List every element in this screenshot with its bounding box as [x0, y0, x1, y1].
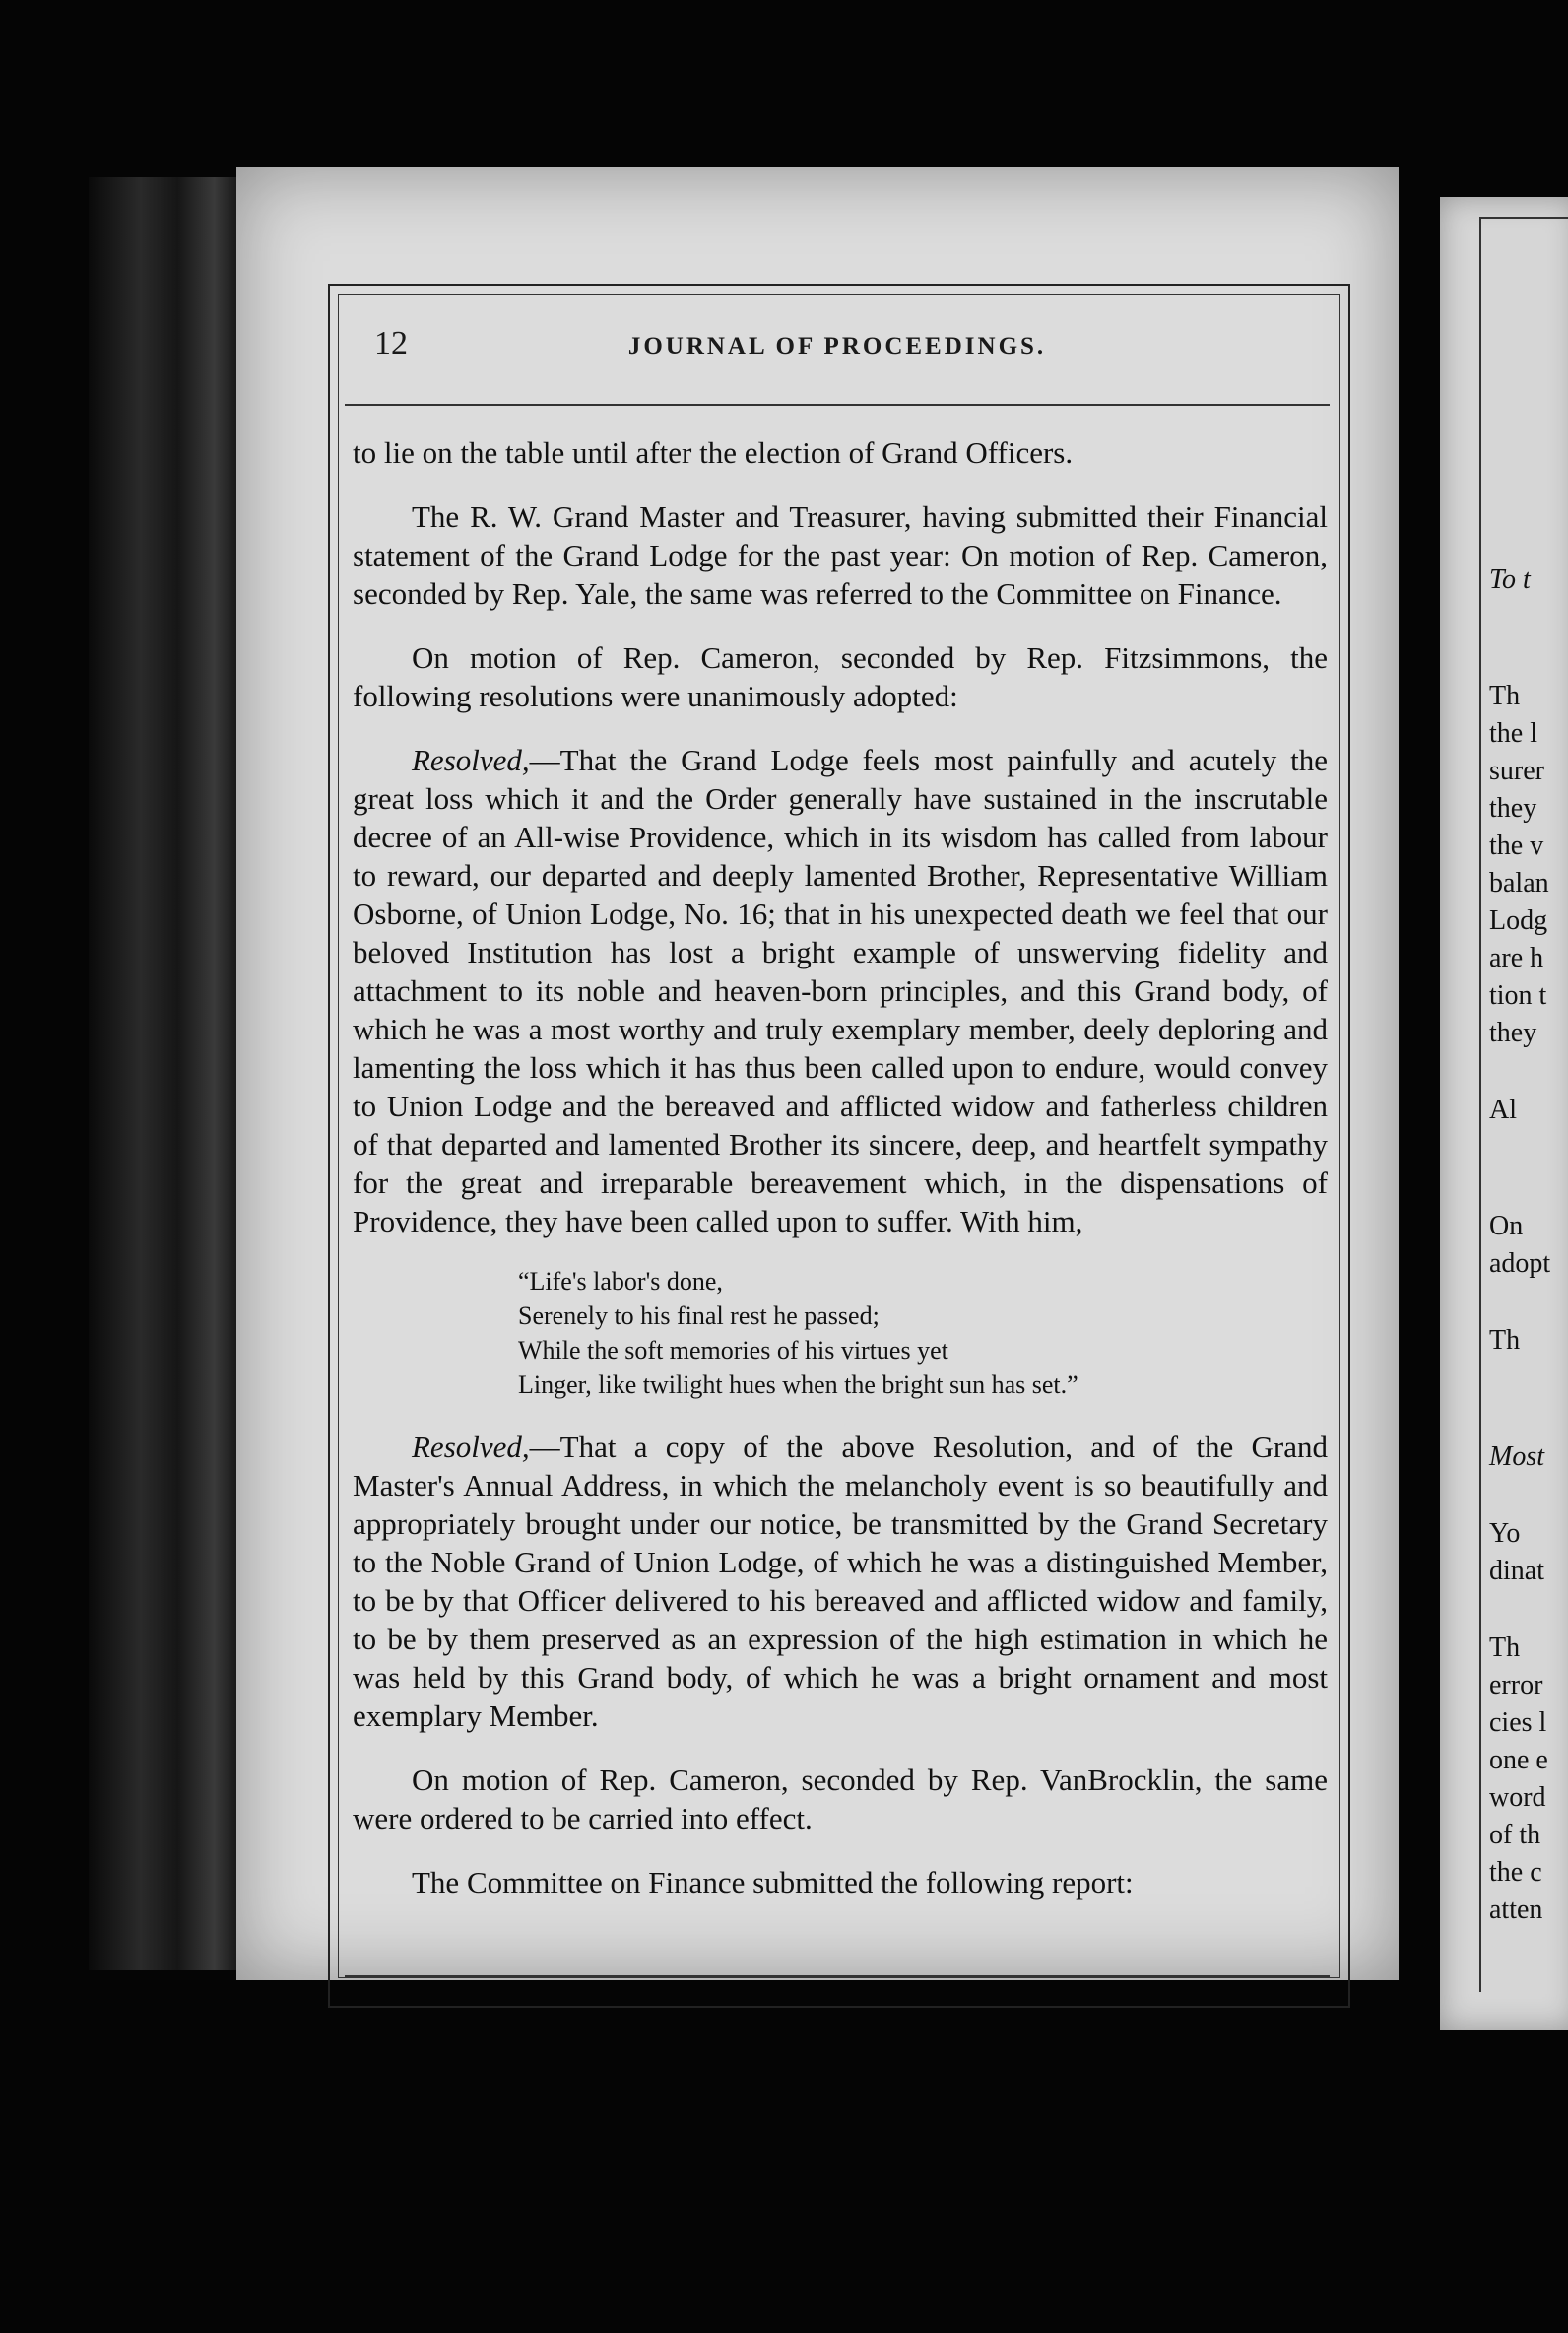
- paragraph-first-resolution: [353, 741, 1328, 1240]
- adjacent-page-fragment: adopt: [1489, 1248, 1551, 1279]
- resolution-text: —That a copy of the above Resolution, and of the Grand Master's Annual Address, in which the melancholy event is so beautifully and appropriately brought under our notice, be transmitted by the Grand Secretary to the Noble Grand of Union Lodge, of which he was a distinguished Member, to be by that Officer delivered to his bereaved and afflicted widow and family, to be by them preserved as an expression of the high estimation in which he was held by this Grand body, of which he was a bright ornament and most exemplary Member.: [353, 1430, 1328, 1733]
- adjacent-page-fragment: the c: [1489, 1857, 1542, 1888]
- adjacent-page-fragment: error: [1489, 1670, 1543, 1700]
- adjacent-page-fragment: tion t: [1489, 980, 1547, 1011]
- page-body: [353, 433, 1328, 1901]
- paragraph-motion-carried: On motion of Rep. Cameron, seconded by Rep. VanBrocklin, the same were ordered to be carried into effect.: [353, 1763, 1328, 1835]
- adjacent-page-fragment: Al: [1489, 1095, 1517, 1125]
- spacer: [1489, 1168, 1568, 1208]
- verse-line: Linger, like twilight hues when the bright sun has set.”: [518, 1370, 1078, 1399]
- adjacent-page-fragment: To t: [1489, 565, 1531, 595]
- book-spine: [89, 177, 236, 1970]
- adjacent-page-fragment: surer: [1489, 756, 1544, 786]
- resolution-text: —That the Grand Lodge feels most painfully and acutely the great loss which it and the Order generally have sustained in the inscrutable decree of an All-wise Providence, which in its wisdom has called from labour to reward, our departed and deeply lamented Brother, Representative William Osborne, of Union Lodge, No. 16; that in his unexpected death we feel that our beloved Institution has lost a bright example of unswerving fidelity and attachment to its noble and heaven-born principles, and this Grand body, of which he was a most worthy and truly exemplary member, deely deploring and lamenting the loss which it has thus been called upon to endure, would convey to Union Lodge and the bereaved and afflicted widow and fatherless children of that departed and lamented Brother its sincere, deep, and heartfelt sympathy for the great and irreparable bereavement which, in the dispensations of Providence, they have been called upon to suffer. With him,: [353, 743, 1328, 1238]
- book-page: [236, 167, 1399, 1980]
- spacer: [1489, 1476, 1568, 1515]
- paragraph-second-resolution: [353, 1428, 1328, 1735]
- adjacent-page-fragment: atten: [1489, 1895, 1543, 1925]
- adjacent-page-fragment: are h: [1489, 943, 1544, 973]
- paragraph-continuation: to lie on the table until after the election of Grand Officers.: [353, 435, 1074, 470]
- adjacent-page-fragment: Most: [1489, 1441, 1544, 1472]
- adjacent-page-fragment: one e: [1489, 1745, 1548, 1775]
- verse-line: Serenely to his final rest he passed;: [518, 1301, 880, 1330]
- adjacent-page-fragment: the v: [1489, 831, 1544, 861]
- running-head: JOURNAL OF PROCEEDINGS.: [627, 333, 1047, 360]
- adjacent-page-fragment: of th: [1489, 1820, 1541, 1850]
- paragraph-finance-report: The Committee on Finance submitted the following report:: [412, 1865, 1134, 1900]
- adjacent-page-fragment: Th: [1489, 681, 1521, 711]
- paragraph-motion-resolutions: On motion of Rep. Cameron, seconded by Rep. Fitzsimmons, the following resolutions were unanimously adopted:: [353, 640, 1328, 713]
- adjacent-page-fragment: dinat: [1489, 1556, 1544, 1586]
- spacer: [1489, 638, 1568, 678]
- spacer: [1489, 1129, 1568, 1168]
- adjacent-page-fragment: balan: [1489, 868, 1549, 899]
- verse-line: “Life's labor's done,: [518, 1267, 723, 1296]
- adjacent-page-fragment: word: [1489, 1782, 1546, 1813]
- spacer: [1489, 599, 1568, 638]
- resolved-lead: Resolved,: [412, 1430, 530, 1464]
- adjacent-page-fragment: Lodg: [1489, 905, 1548, 936]
- adjacent-page-fragment: Th: [1489, 1325, 1521, 1356]
- adjacent-page-fragment: the l: [1489, 718, 1537, 749]
- spacer: [1489, 1399, 1568, 1438]
- bottom-rule: [345, 1975, 1330, 1977]
- adjacent-page: [1440, 197, 1568, 2030]
- spacer: [1489, 1360, 1568, 1399]
- adjacent-page-fragment: they: [1489, 793, 1537, 824]
- paragraph-financial-statement: The R. W. Grand Master and Treasurer, having submitted their Financial statement of the Grand Lodge for the past year: On motion of Rep. Cameron, seconded by Rep. Yale, the same was referred to the Committee on Finance.: [353, 500, 1328, 611]
- adjacent-page-text: [1489, 562, 1568, 1929]
- spacer: [1489, 1590, 1568, 1630]
- spacer: [1489, 1283, 1568, 1322]
- adjacent-page-fragment: Th: [1489, 1633, 1521, 1663]
- adjacent-page-fragment: cies l: [1489, 1707, 1547, 1738]
- page-number: 12: [374, 325, 408, 362]
- adjacent-page-fragment: On: [1489, 1211, 1524, 1241]
- verse-quote: [518, 1264, 1328, 1402]
- verse-line: While the soft memories of his virtues yet: [518, 1336, 948, 1365]
- adjacent-page-fragment: they: [1489, 1018, 1537, 1048]
- header-rule: [345, 404, 1330, 406]
- adjacent-page-fragment: Yo: [1489, 1518, 1521, 1549]
- spacer: [1489, 1052, 1568, 1092]
- page-header: [374, 325, 1300, 384]
- resolved-lead: Resolved,: [412, 743, 530, 777]
